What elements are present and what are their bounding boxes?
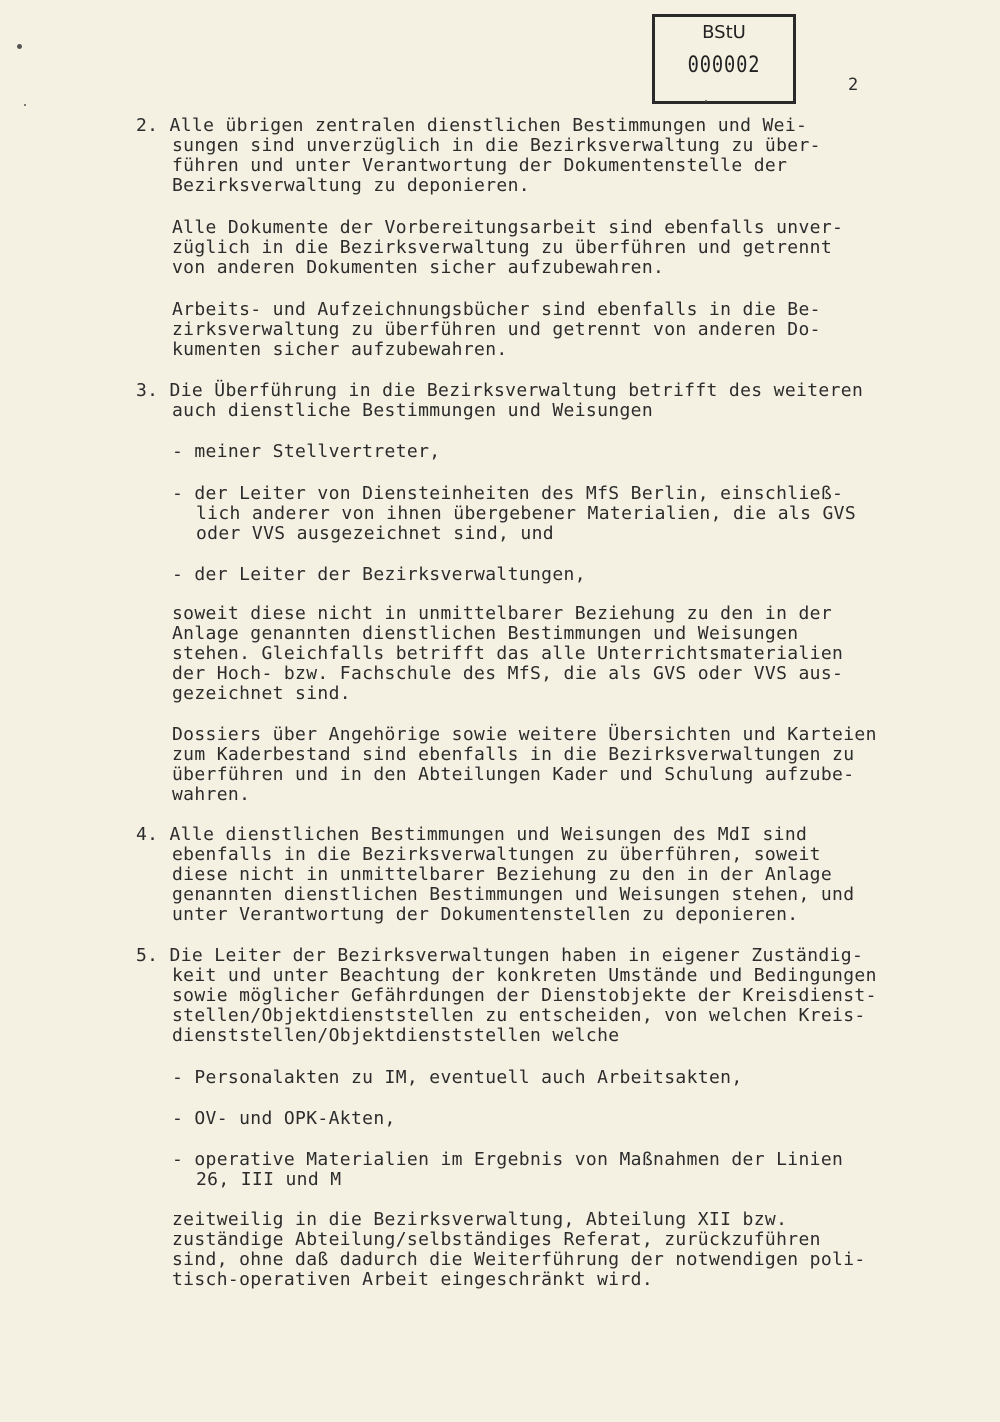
text-line: der Hoch- bzw. Fachschule des MfS, die als GVS oder VVS aus- [172,663,844,684]
text-line: - der Leiter der Bezirksverwaltungen, [172,564,586,585]
text-line: - Personalakten zu IM, eventuell auch Arbeitsakten, [172,1067,743,1088]
text-line: tisch-operativen Arbeit eingeschränkt wird. [172,1269,654,1290]
text-line: Anlage genannten dienstlichen Bestimmungen und Weisungen [172,623,799,644]
text-line: unter Verantwortung der Dokumentenstellen zu deponieren. [172,904,799,925]
text-line: zeitweilig in die Bezirksverwaltung, Abteilung XII bzw. [172,1209,788,1230]
text-line: 26, III und M [196,1169,342,1190]
text-line: genannten dienstlichen Bestimmungen und Weisungen stehen, und [172,884,855,905]
ink-speck [24,104,26,106]
text-line: - meiner Stellvertreter, [172,441,441,462]
text-line: sowie möglicher Gefährdungen der Dienstobjekte der Kreisdienst- [172,985,877,1006]
ink-speck [17,44,22,49]
text-line: dienststellen/Objektdienststellen welche [172,1025,620,1046]
text-line: von anderen Dokumenten sicher aufzubewahren. [172,257,665,278]
text-line: stehen. Gleichfalls betrifft das alle Unterrichtsmaterialien [172,643,844,664]
stamp-title: BStU [702,22,746,43]
text-line: sungen sind unverzüglich in die Bezirksverwaltung zu über- [172,135,821,156]
text-line: - der Leiter von Diensteinheiten des MfS Berlin, einschließ- [172,483,844,504]
ink-speck [705,100,707,102]
text-line: stellen/Objektdienststellen zu entscheiden, von welchen Kreis- [172,1005,866,1026]
page-number: 2 [848,75,859,95]
text-line: führen und unter Verantwortung der Dokumentenstelle der [172,155,788,176]
text-line: zirksverwaltung zu überführen und getrennt von anderen Do- [172,319,821,340]
stamp-number: 000002 [687,53,761,78]
text-line: zum Kaderbestand sind ebenfalls in die Bezirksverwaltungen zu [172,744,855,765]
text-line: 5. Die Leiter der Bezirksverwaltungen haben in eigener Zuständig- [136,945,864,966]
text-line: keit und unter Beachtung der konkreten Umstände und Bedingungen [172,965,877,986]
text-line: züglich in die Bezirksverwaltung zu überführen und getrennt [172,237,833,258]
text-line: lich anderer von ihnen übergebener Materialien, die als GVS [196,503,857,524]
text-line: auch dienstliche Bestimmungen und Weisungen [172,400,654,421]
text-line: überführen und in den Abteilungen Kader und Schulung aufzube- [172,764,855,785]
text-line: Alle Dokumente der Vorbereitungsarbeit sind ebenfalls unver- [172,217,844,238]
archive-stamp [652,14,796,104]
text-line: wahren. [172,784,251,805]
text-line: 3. Die Überführung in die Bezirksverwaltung betrifft des weiteren [136,380,864,401]
text-line: ebenfalls in die Bezirksverwaltungen zu überführen, soweit [172,844,821,865]
text-line: kumenten sicher aufzubewahren. [172,339,508,360]
text-line: zuständige Abteilung/selbständiges Referat, zurückzuführen [172,1229,821,1250]
text-line: - operative Materialien im Ergebnis von Maßnahmen der Linien [172,1149,844,1170]
text-line: sind, ohne daß dadurch die Weiterführung der notwendigen poli- [172,1249,866,1270]
text-line: - OV- und OPK-Akten, [172,1108,396,1129]
text-line: 2. Alle übrigen zentralen dienstlichen Bestimmungen und Wei- [136,115,808,136]
text-line: soweit diese nicht in unmittelbarer Beziehung zu den in der [172,603,833,624]
text-line: Arbeits- und Aufzeichnungsbücher sind ebenfalls in die Be- [172,299,821,320]
text-line: gezeichnet sind. [172,683,351,704]
text-line: Bezirksverwaltung zu deponieren. [172,175,530,196]
text-line: diese nicht in unmittelbarer Beziehung zu den in der Anlage [172,864,833,885]
text-line: Dossiers über Angehörige sowie weitere Übersichten und Karteien [172,724,877,745]
text-line: oder VVS ausgezeichnet sind, und [196,523,554,544]
text-line: 4. Alle dienstlichen Bestimmungen und Weisungen des MdI sind [136,824,808,845]
